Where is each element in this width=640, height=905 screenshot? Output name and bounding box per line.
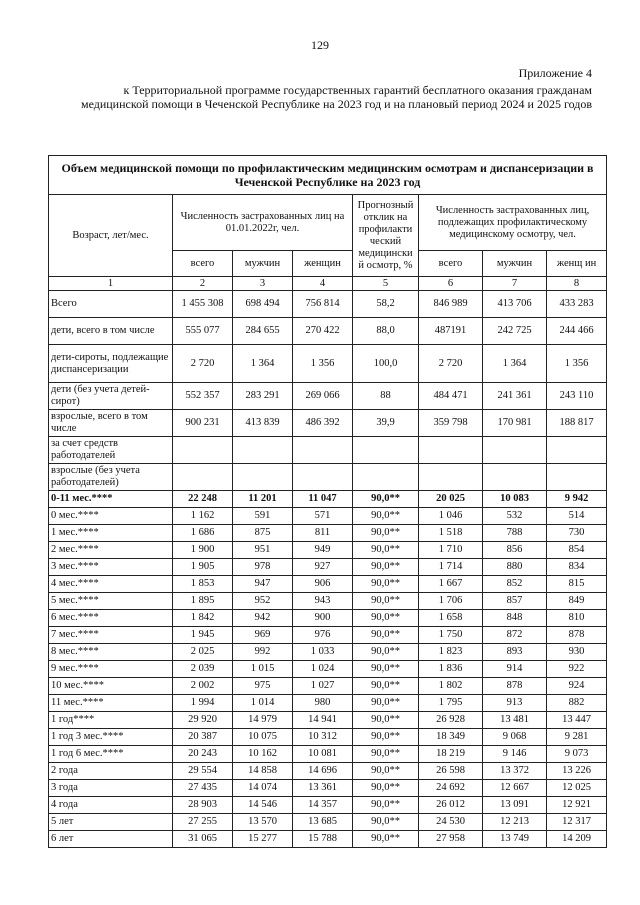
table-cell: 571 (293, 508, 353, 525)
table-cell: 486 392 (293, 410, 353, 437)
table-cell: 100,0 (353, 345, 419, 383)
table-cell: 872 (483, 627, 547, 644)
medical-volume-table (48, 155, 607, 848)
table-cell: 893 (483, 644, 547, 661)
table-cell: 730 (547, 525, 607, 542)
row-label: 0-11 мес.**** (49, 491, 173, 508)
table-cell: 810 (547, 610, 607, 627)
table-cell: 13 447 (547, 712, 607, 729)
table-cell: 13 481 (483, 712, 547, 729)
table-cell: 29 554 (173, 763, 233, 780)
table-cell: 2 720 (173, 345, 233, 383)
table-cell: 13 685 (293, 814, 353, 831)
table-cell: 756 814 (293, 291, 353, 318)
table-cell: 90,0** (353, 576, 419, 593)
row-label: 4 года (49, 797, 173, 814)
table-cell (547, 464, 607, 491)
table-row (49, 644, 607, 661)
table-cell: 90,0** (353, 661, 419, 678)
table-cell: 12 213 (483, 814, 547, 831)
table-cell: 11 201 (233, 491, 293, 508)
table-cell: 882 (547, 695, 607, 712)
table-cell: 90,0** (353, 712, 419, 729)
table-cell: 1 994 (173, 695, 233, 712)
table-cell: 978 (233, 559, 293, 576)
table-row (49, 410, 607, 437)
table-cell: 27 255 (173, 814, 233, 831)
table-cell (173, 437, 233, 464)
table-cell: 90,0** (353, 763, 419, 780)
table-cell: 15 277 (233, 831, 293, 848)
table-cell: 1 714 (419, 559, 483, 576)
table-cell: 952 (233, 593, 293, 610)
table-cell: 14 858 (233, 763, 293, 780)
table-cell: 242 725 (483, 318, 547, 345)
row-label: 1 мес.**** (49, 525, 173, 542)
table-cell (547, 437, 607, 464)
row-label: 3 года (49, 780, 173, 797)
table-cell: 90,0** (353, 780, 419, 797)
table-cell (419, 464, 483, 491)
table-row (49, 291, 607, 318)
table-cell: 811 (293, 525, 353, 542)
row-label: 0 мес.**** (49, 508, 173, 525)
table-cell (173, 464, 233, 491)
table-cell: 2 002 (173, 678, 233, 695)
column-number: 4 (293, 277, 353, 291)
table-cell: 849 (547, 593, 607, 610)
table-cell: 927 (293, 559, 353, 576)
table-cell: 555 077 (173, 318, 233, 345)
table-cell: 28 903 (173, 797, 233, 814)
table-cell: 14 357 (293, 797, 353, 814)
table-row (49, 437, 607, 464)
table-cell: 12 667 (483, 780, 547, 797)
table-cell: 14 979 (233, 712, 293, 729)
table-cell: 88,0 (353, 318, 419, 345)
table-cell: 20 243 (173, 746, 233, 763)
table-cell: 90,0** (353, 797, 419, 814)
table-cell: 27 435 (173, 780, 233, 797)
table-cell: 20 387 (173, 729, 233, 746)
table-cell: 1 033 (293, 644, 353, 661)
column-number-row (49, 277, 607, 291)
table-cell: 90,0** (353, 644, 419, 661)
table-row (49, 746, 607, 763)
row-label: дети, всего в том числе (49, 318, 173, 345)
table-cell: 244 466 (547, 318, 607, 345)
table-cell: 284 655 (233, 318, 293, 345)
table-cell: 2 025 (173, 644, 233, 661)
row-label: 8 мес.**** (49, 644, 173, 661)
table-cell: 413 839 (233, 410, 293, 437)
table-row (49, 464, 607, 491)
table-cell: 1 802 (419, 678, 483, 695)
row-label: 11 мес.**** (49, 695, 173, 712)
column-number: 6 (419, 277, 483, 291)
table-cell: 1 356 (293, 345, 353, 383)
table-cell: 949 (293, 542, 353, 559)
table-cell: 914 (483, 661, 547, 678)
table-cell: 11 047 (293, 491, 353, 508)
row-label: 9 мес.**** (49, 661, 173, 678)
table-cell: 26 598 (419, 763, 483, 780)
table-cell: 283 291 (233, 383, 293, 410)
header-forecast: Прогнозный отклик на профилакти ческий медицински й осмотр, % (353, 195, 419, 277)
table-cell: 1 658 (419, 610, 483, 627)
table-cell: 90,0** (353, 525, 419, 542)
table-cell: 269 066 (293, 383, 353, 410)
table-row (49, 542, 607, 559)
table-cell: 514 (547, 508, 607, 525)
table-cell: 2 039 (173, 661, 233, 678)
table-cell (293, 437, 353, 464)
table-cell: 857 (483, 593, 547, 610)
table-cell (353, 437, 419, 464)
table-cell: 947 (233, 576, 293, 593)
table-cell: 900 (293, 610, 353, 627)
table-cell: 1 518 (419, 525, 483, 542)
table-row (49, 661, 607, 678)
table-cell: 9 281 (547, 729, 607, 746)
table-cell: 12 921 (547, 797, 607, 814)
table-row (49, 831, 607, 848)
table-cell: 243 110 (547, 383, 607, 410)
table-cell: 39,9 (353, 410, 419, 437)
table-cell (293, 464, 353, 491)
table-row (49, 797, 607, 814)
table-row (49, 383, 607, 410)
table-cell: 170 981 (483, 410, 547, 437)
table-cell: 9 073 (547, 746, 607, 763)
header-age: Возраст, лет/мес. (49, 195, 173, 277)
table-cell: 15 788 (293, 831, 353, 848)
table-cell: 922 (547, 661, 607, 678)
table-cell: 942 (233, 610, 293, 627)
table-cell: 10 081 (293, 746, 353, 763)
row-label: 2 года (49, 763, 173, 780)
table-cell (483, 464, 547, 491)
table-cell: 878 (547, 627, 607, 644)
column-number: 7 (483, 277, 547, 291)
table-cell: 1 823 (419, 644, 483, 661)
table-cell: 846 989 (419, 291, 483, 318)
row-label: 2 мес.**** (49, 542, 173, 559)
column-number: 1 (49, 277, 173, 291)
table-cell: 815 (547, 576, 607, 593)
table-cell: 90,0** (353, 814, 419, 831)
table-cell: 552 357 (173, 383, 233, 410)
table-cell: 951 (233, 542, 293, 559)
table-cell: 14 074 (233, 780, 293, 797)
table-cell: 270 422 (293, 318, 353, 345)
table-cell: 241 361 (483, 383, 547, 410)
table-cell: 856 (483, 542, 547, 559)
table-cell: 10 083 (483, 491, 547, 508)
table-cell: 58,2 (353, 291, 419, 318)
header-insured: Численность застрахованных лиц на 01.01.2022г, чел. (173, 195, 353, 251)
table-cell: 1 900 (173, 542, 233, 559)
table-cell: 698 494 (233, 291, 293, 318)
table-cell: 14 209 (547, 831, 607, 848)
table-cell: 1 686 (173, 525, 233, 542)
table-cell: 10 312 (293, 729, 353, 746)
header-female-subject: женщ ин (547, 251, 607, 277)
table-cell: 880 (483, 559, 547, 576)
table-cell: 90,0** (353, 491, 419, 508)
table-cell: 10 162 (233, 746, 293, 763)
table-cell: 18 219 (419, 746, 483, 763)
table-cell: 24 692 (419, 780, 483, 797)
table-cell: 924 (547, 678, 607, 695)
row-label: дети (без учета детей-сирот) (49, 383, 173, 410)
table-cell: 1 455 308 (173, 291, 233, 318)
table-row (49, 559, 607, 576)
table-cell: 90,0** (353, 729, 419, 746)
appendix-title: Приложение 4 (518, 66, 592, 80)
table-cell: 26 012 (419, 797, 483, 814)
table-row (49, 763, 607, 780)
table-row (49, 678, 607, 695)
table-cell: 90,0** (353, 627, 419, 644)
column-number: 2 (173, 277, 233, 291)
header-female: женщин (293, 251, 353, 277)
table-row (49, 780, 607, 797)
page-number: 129 (311, 38, 329, 52)
table-cell: 14 696 (293, 763, 353, 780)
table-cell: 13 749 (483, 831, 547, 848)
table-cell: 24 530 (419, 814, 483, 831)
table-cell: 13 226 (547, 763, 607, 780)
table-cell: 90,0** (353, 678, 419, 695)
header-subject: Численность застрахованных лиц, подлежащих профилактическому медицинскому осмотру, чел. (419, 195, 607, 251)
table-cell: 1 027 (293, 678, 353, 695)
table-row (49, 695, 607, 712)
table-cell: 90,0** (353, 559, 419, 576)
table-cell: 90,0** (353, 610, 419, 627)
table-row (49, 318, 607, 345)
table-cell: 90,0** (353, 593, 419, 610)
table-cell: 90,0** (353, 508, 419, 525)
table-cell: 13 361 (293, 780, 353, 797)
row-label: 6 мес.**** (49, 610, 173, 627)
table-row (49, 814, 607, 831)
table-cell: 975 (233, 678, 293, 695)
row-label: 10 мес.**** (49, 678, 173, 695)
table-cell: 29 920 (173, 712, 233, 729)
table-cell: 22 248 (173, 491, 233, 508)
table-cell: 2 720 (419, 345, 483, 383)
table-cell (353, 464, 419, 491)
table-cell: 1 162 (173, 508, 233, 525)
table-cell: 1 046 (419, 508, 483, 525)
table-cell: 852 (483, 576, 547, 593)
table-cell (233, 464, 293, 491)
column-number: 3 (233, 277, 293, 291)
table-cell: 1 905 (173, 559, 233, 576)
row-label: дети-сироты, подлежащие диспансеризации (49, 345, 173, 383)
table-row (49, 345, 607, 383)
table-cell: 9 068 (483, 729, 547, 746)
row-label: 3 мес.**** (49, 559, 173, 576)
table-cell: 900 231 (173, 410, 233, 437)
table-cell: 591 (233, 508, 293, 525)
table-cell: 976 (293, 627, 353, 644)
row-label: взрослые, всего в том числе (49, 410, 173, 437)
table-cell: 980 (293, 695, 353, 712)
table-cell: 14 941 (293, 712, 353, 729)
table-cell: 9 942 (547, 491, 607, 508)
table-cell: 930 (547, 644, 607, 661)
row-label: 7 мес.**** (49, 627, 173, 644)
table-cell: 188 817 (547, 410, 607, 437)
table-cell (483, 437, 547, 464)
table-cell: 90,0** (353, 695, 419, 712)
table-cell: 1 356 (547, 345, 607, 383)
table-cell: 1 667 (419, 576, 483, 593)
table-cell: 1 895 (173, 593, 233, 610)
table-cell: 26 928 (419, 712, 483, 729)
table-cell: 90,0** (353, 542, 419, 559)
table-cell (233, 437, 293, 464)
table-cell: 1 853 (173, 576, 233, 593)
row-label: 5 лет (49, 814, 173, 831)
table-cell: 1 364 (233, 345, 293, 383)
table-cell: 90,0** (353, 746, 419, 763)
header-total-subject: всего (419, 251, 483, 277)
column-number: 8 (547, 277, 607, 291)
table-cell: 1 364 (483, 345, 547, 383)
row-label: 1 год 3 мес.**** (49, 729, 173, 746)
table-cell: 18 349 (419, 729, 483, 746)
table-cell: 854 (547, 542, 607, 559)
table-cell: 788 (483, 525, 547, 542)
header-male: мужчин (233, 251, 293, 277)
table-row (49, 525, 607, 542)
table-cell: 906 (293, 576, 353, 593)
table-cell: 484 471 (419, 383, 483, 410)
row-label: 1 год 6 мес.**** (49, 746, 173, 763)
table-cell: 13 570 (233, 814, 293, 831)
table-cell: 969 (233, 627, 293, 644)
table-cell: 1 710 (419, 542, 483, 559)
table-cell: 1 750 (419, 627, 483, 644)
row-label: за счет средств работодателей (49, 437, 173, 464)
table-cell: 1 836 (419, 661, 483, 678)
document-subtitle: к Территориальной программе государственных гарантий бесплатного оказания гражданам медицинской помощи в Чеченской Республике на 2023 год и на плановый период 2024 и 2025 годов (80, 83, 592, 111)
row-label: 6 лет (49, 831, 173, 848)
table-cell: 878 (483, 678, 547, 695)
table-cell: 848 (483, 610, 547, 627)
table-cell: 9 146 (483, 746, 547, 763)
table-cell: 433 283 (547, 291, 607, 318)
header-male-subject: мужчин (483, 251, 547, 277)
table-cell: 1 945 (173, 627, 233, 644)
table-row (49, 593, 607, 610)
table-row (49, 576, 607, 593)
table-cell: 834 (547, 559, 607, 576)
column-number: 5 (353, 277, 419, 291)
table-cell: 90,0** (353, 831, 419, 848)
table-row (49, 712, 607, 729)
table-cell: 359 798 (419, 410, 483, 437)
table-cell: 12 317 (547, 814, 607, 831)
table-row (49, 610, 607, 627)
table-cell: 913 (483, 695, 547, 712)
table-cell: 20 025 (419, 491, 483, 508)
table-cell: 413 706 (483, 291, 547, 318)
table-cell (419, 437, 483, 464)
table-cell: 13 372 (483, 763, 547, 780)
table-cell: 992 (233, 644, 293, 661)
table-cell: 1 014 (233, 695, 293, 712)
table-cell: 12 025 (547, 780, 607, 797)
row-label: Всего (49, 291, 173, 318)
table-cell: 1 795 (419, 695, 483, 712)
table-cell: 14 546 (233, 797, 293, 814)
table-cell: 13 091 (483, 797, 547, 814)
table-cell: 487191 (419, 318, 483, 345)
table-cell: 31 065 (173, 831, 233, 848)
table-cell: 943 (293, 593, 353, 610)
row-label: 1 год**** (49, 712, 173, 729)
table-cell: 875 (233, 525, 293, 542)
table-row (49, 508, 607, 525)
table-cell: 27 958 (419, 831, 483, 848)
table-cell: 1 706 (419, 593, 483, 610)
row-label: взрослые (без учета работодателей) (49, 464, 173, 491)
table-cell: 10 075 (233, 729, 293, 746)
table-title: Объем медицинской помощи по профилактическим медицинским осмотрам и диспансеризации в Чеченской Республике на 2023 год (49, 156, 607, 195)
table-cell: 1 015 (233, 661, 293, 678)
row-label: 4 мес.**** (49, 576, 173, 593)
table-row (49, 729, 607, 746)
table-row (49, 627, 607, 644)
table-row (49, 491, 607, 508)
table-cell: 1 842 (173, 610, 233, 627)
table-cell: 88 (353, 383, 419, 410)
table-cell: 532 (483, 508, 547, 525)
row-label: 5 мес.**** (49, 593, 173, 610)
table-cell: 1 024 (293, 661, 353, 678)
header-total: всего (173, 251, 233, 277)
